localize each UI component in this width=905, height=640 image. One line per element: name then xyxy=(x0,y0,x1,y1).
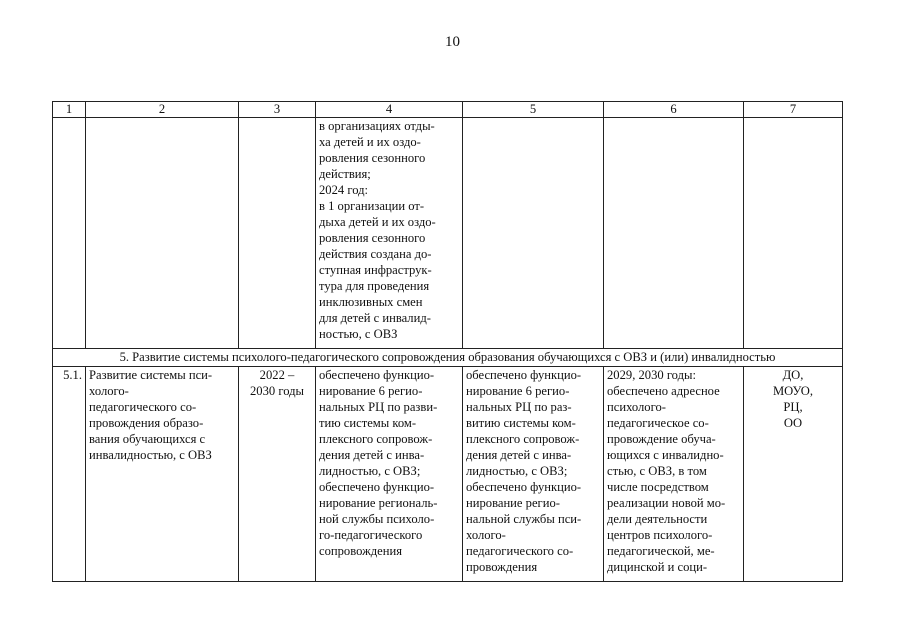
continuation-row xyxy=(53,118,843,349)
continuation-result-cell: в организациях отды- ха детей и их оздо- ровления сезонного действия; 2024 год: в 1 организации от- дыха детей и их оздо- ровления сезонного действия создана до- ступная инфраструк- тура для проведения инклюзивных смен для детей с инвалид- ностью, с ОВЗ xyxy=(316,118,463,349)
continuation-cell-6 xyxy=(604,118,744,349)
table-row xyxy=(53,367,843,582)
header-cell-6: 6 xyxy=(604,102,744,118)
section-title: 5. Развитие системы психолого-педагогического сопровождения образования обучающихся с ОВЗ и (или) инвалидностью xyxy=(53,349,843,367)
continuation-cell-1 xyxy=(53,118,86,349)
continuation-cell-3 xyxy=(239,118,316,349)
result-cell-6: 2029, 2030 годы: обеспечено адресное психолого- педагогическое со- провождение обуча- ющихся с инвалидно- стью, с ОВЗ, в том числе посредством реализации новой мо- дели деятельности центров психолого- педагогической, ме- дицинской и соци- xyxy=(604,367,744,582)
document-table xyxy=(52,101,843,582)
header-cell-1: 1 xyxy=(53,102,86,118)
result-cell-4: обеспечено функцио- нирование 6 регио- нальных РЦ по разви- тию системы ком- плексного сопровож- дения детей с инва- лидностью, с ОВЗ; обеспечено функцио- нирование региональ- ной службы психоло- го-педагогического сопровождения xyxy=(316,367,463,582)
header-cell-7: 7 xyxy=(744,102,843,118)
continuation-cell-5 xyxy=(463,118,604,349)
row-number: 5.1. xyxy=(53,367,86,582)
continuation-cell-7 xyxy=(744,118,843,349)
executors-cell: ДО, МОУО, РЦ, ОО xyxy=(744,367,843,582)
header-cell-3: 3 xyxy=(239,102,316,118)
continuation-cell-2 xyxy=(86,118,239,349)
page-number: 10 xyxy=(445,34,460,50)
result-cell-5: обеспечено функцио- нирование 6 регио- нальных РЦ по раз- витию системы ком- плексного сопровож- дения детей с инва- лидностью, с ОВЗ; обеспечено функцио- нирование регио- нальной службы пси- холого- педагогического со- провождения xyxy=(463,367,604,582)
header-cell-4: 4 xyxy=(316,102,463,118)
activity-name: Развитие системы пси- холого- педагогического со- провождения образо- вания обучающихся с инвалидностью, с ОВЗ xyxy=(86,367,239,582)
header-cell-2: 2 xyxy=(86,102,239,118)
table-header-row xyxy=(53,102,843,118)
period-cell: 2022 – 2030 годы xyxy=(239,367,316,582)
header-cell-5: 5 xyxy=(463,102,604,118)
section-header-row xyxy=(53,349,843,367)
